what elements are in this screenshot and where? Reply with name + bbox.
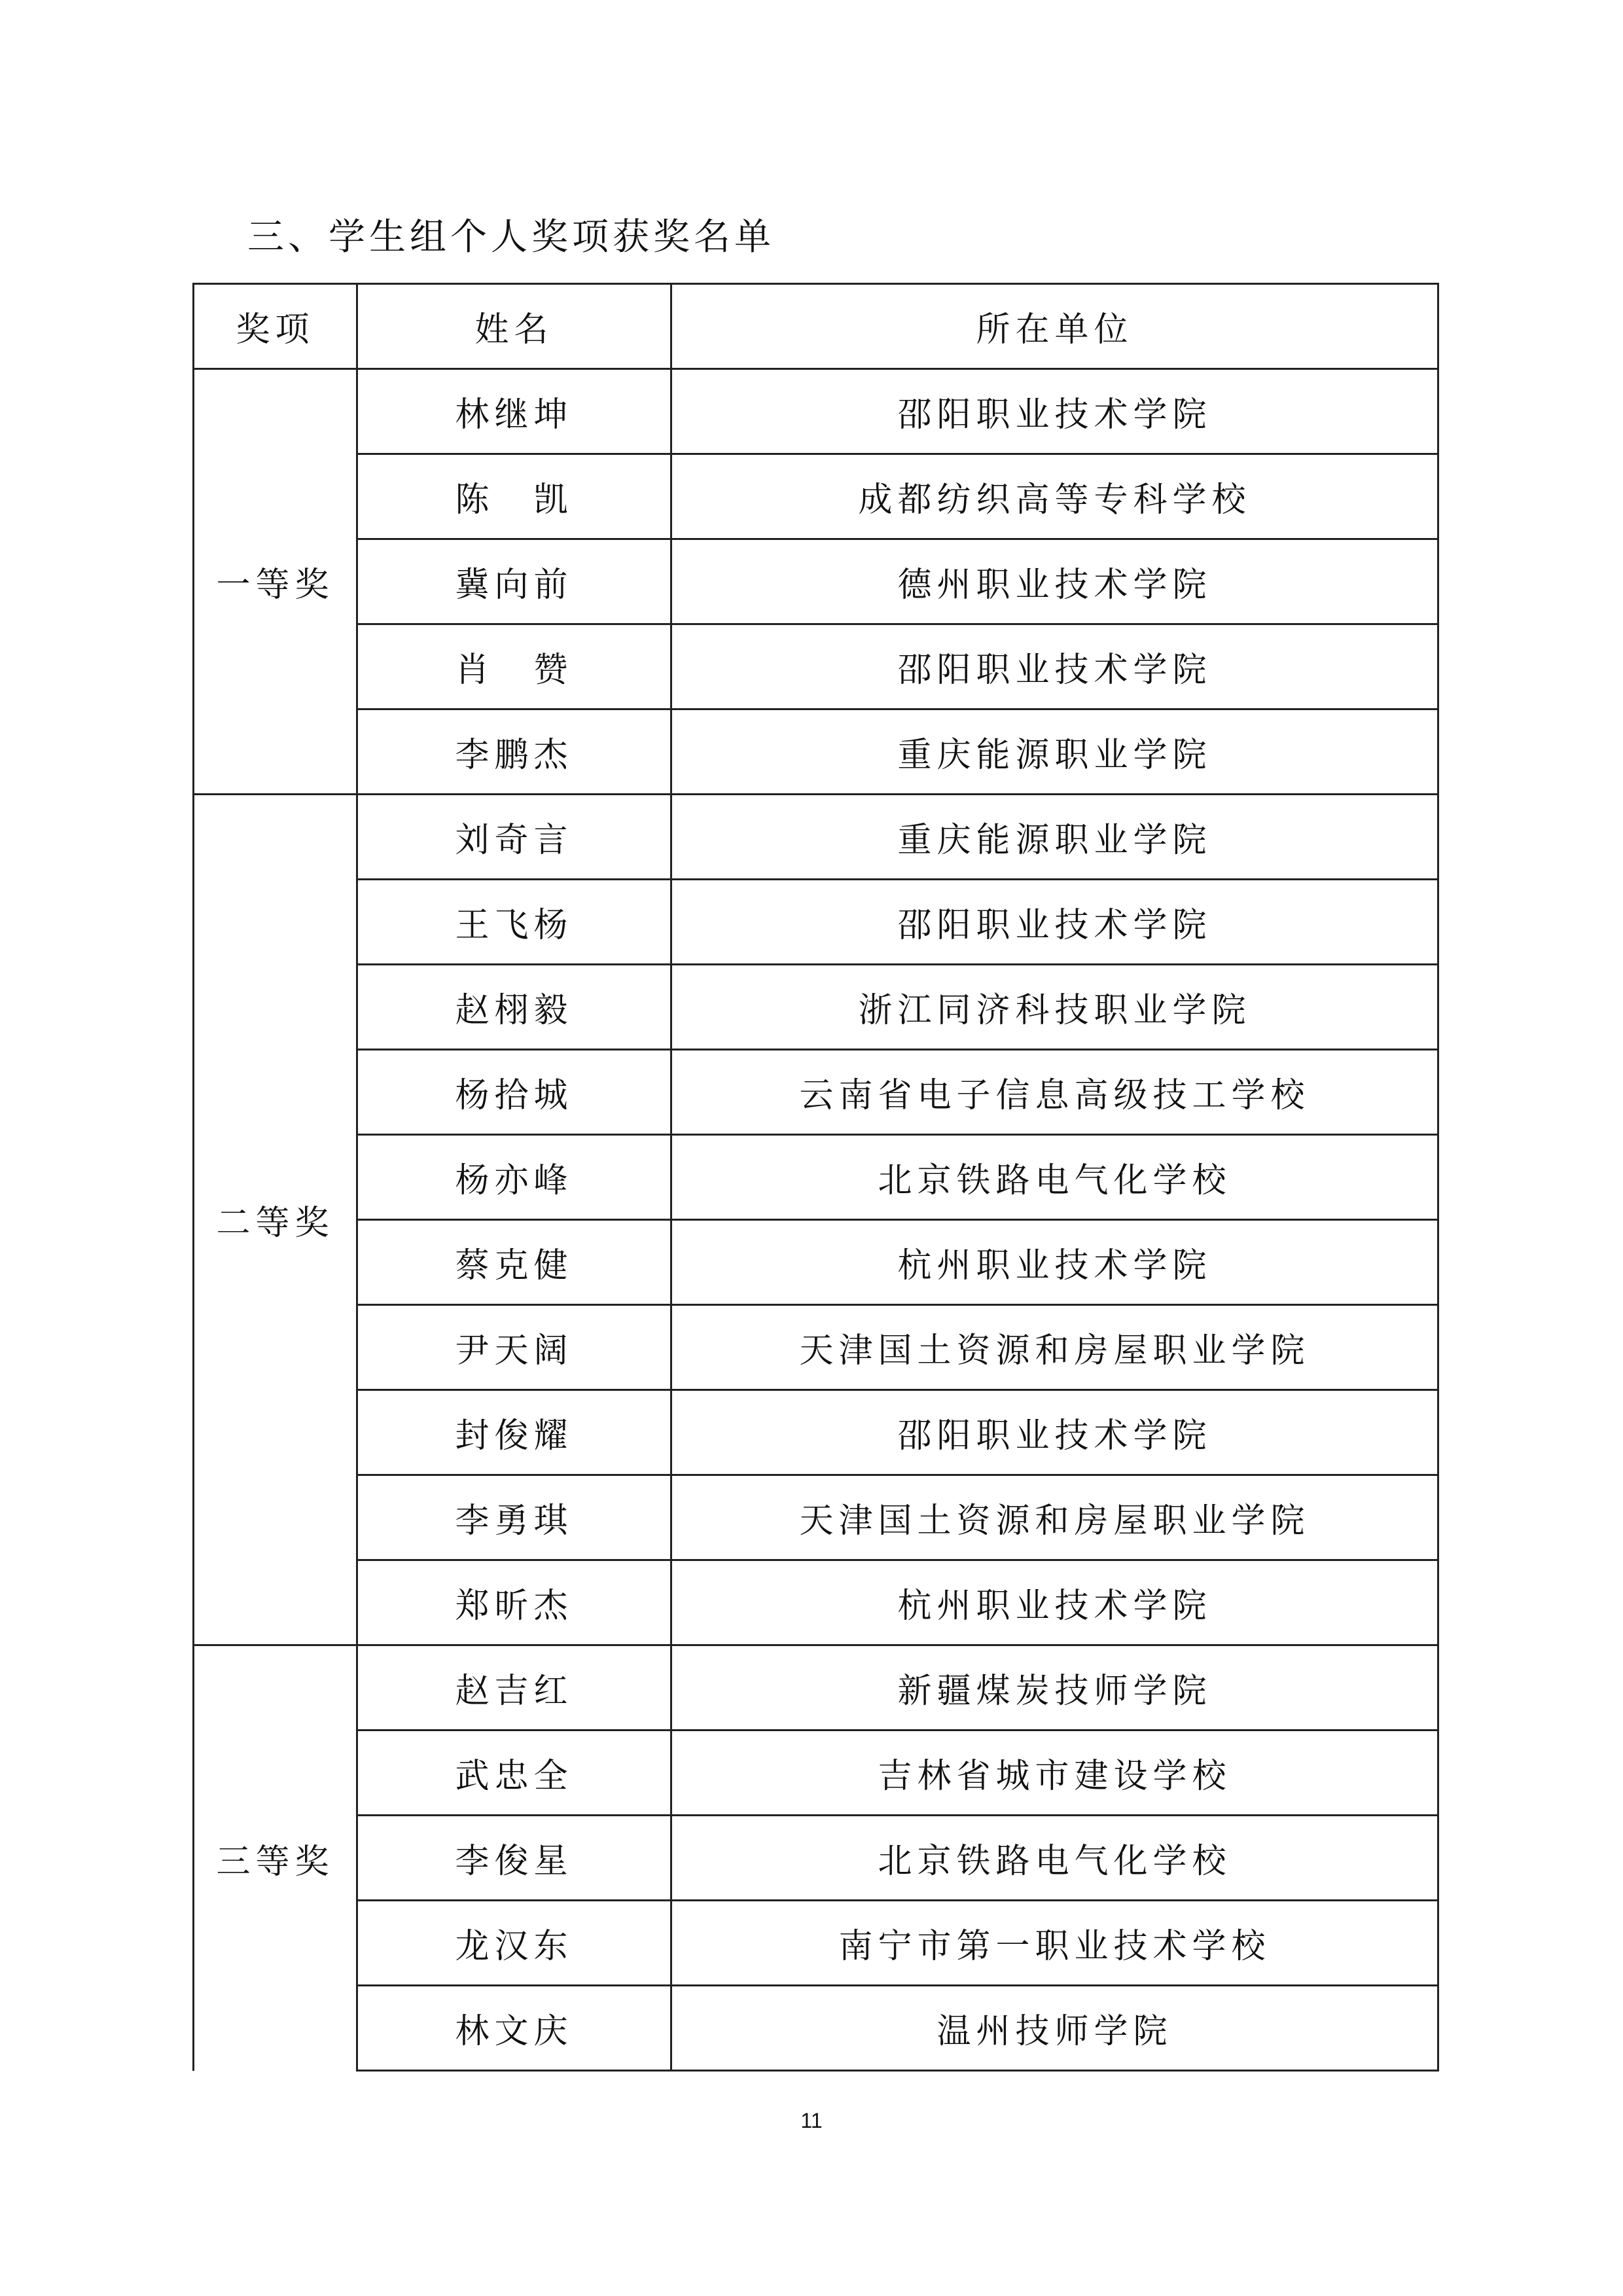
name-cell: 林文庆 [357,1986,671,2071]
table-row [194,1390,1438,1475]
unit-cell: 重庆能源职业学院 [671,795,1438,880]
page-number: 11 [800,2109,823,2132]
table-row [194,795,1438,880]
header-name: 姓名 [357,284,671,369]
table-row [194,1475,1438,1560]
name-cell: 杨亦峰 [357,1135,671,1220]
table-row [194,1560,1438,1645]
award-table [192,283,1439,2072]
unit-cell: 杭州职业技术学院 [671,1220,1438,1305]
unit-cell: 杭州职业技术学院 [671,1560,1438,1645]
unit-cell: 新疆煤炭技师学院 [671,1645,1438,1731]
section-title: 三、学生组个人奖项获奖名单 [247,216,775,259]
unit-cell: 邵阳职业技术学院 [671,624,1438,709]
name-cell: 杨拾城 [357,1050,671,1135]
unit-cell: 成都纺织高等专科学校 [671,454,1438,539]
name-cell: 冀向前 [357,539,671,624]
table-row [194,709,1438,795]
name-cell: 赵吉红 [357,1645,671,1731]
table-row [194,1305,1438,1390]
unit-cell: 温州技师学院 [671,1986,1438,2071]
unit-cell: 吉林省城市建设学校 [671,1731,1438,1816]
name-cell: 李鹏杰 [357,709,671,795]
table-row [194,880,1438,965]
name-cell: 李俊星 [357,1816,671,1901]
award-cell-second-prize: 二等奖 [194,795,357,1645]
table-row [194,1901,1438,1986]
table-row [194,1220,1438,1305]
table-row [194,369,1438,454]
name-cell: 赵栩毅 [357,965,671,1050]
header-unit: 所在单位 [671,284,1438,369]
table-row [194,1645,1438,1731]
table-row [194,1816,1438,1901]
name-cell: 封俊耀 [357,1390,671,1475]
name-cell: 龙汉东 [357,1901,671,1986]
table-row [194,454,1438,539]
table-row [194,539,1438,624]
name-cell: 王飞杨 [357,880,671,965]
name-cell: 武忠全 [357,1731,671,1816]
name-cell: 刘奇言 [357,795,671,880]
unit-cell: 天津国土资源和房屋职业学院 [671,1305,1438,1390]
table-row [194,624,1438,709]
unit-cell: 北京铁路电气化学校 [671,1135,1438,1220]
table-row [194,1135,1438,1220]
award-cell-first-prize: 一等奖 [194,369,357,795]
unit-cell: 天津国土资源和房屋职业学院 [671,1475,1438,1560]
name-cell: 尹天阔 [357,1305,671,1390]
table-row [194,1986,1438,2071]
unit-cell: 北京铁路电气化学校 [671,1816,1438,1901]
unit-cell: 德州职业技术学院 [671,539,1438,624]
header-award: 奖项 [194,284,357,369]
table-row [194,1731,1438,1816]
unit-cell: 南宁市第一职业技术学校 [671,1901,1438,1986]
table-header-row [194,284,1438,369]
unit-cell: 云南省电子信息高级技工学校 [671,1050,1438,1135]
name-cell: 郑昕杰 [357,1560,671,1645]
table-row [194,965,1438,1050]
name-cell: 林继坤 [357,369,671,454]
name-cell: 蔡克健 [357,1220,671,1305]
unit-cell: 浙江同济科技职业学院 [671,965,1438,1050]
unit-cell: 邵阳职业技术学院 [671,1390,1438,1475]
table-row [194,1050,1438,1135]
unit-cell: 邵阳职业技术学院 [671,369,1438,454]
award-cell-third-prize: 三等奖 [194,1645,357,2071]
unit-cell: 邵阳职业技术学院 [671,880,1438,965]
name-cell: 肖 赞 [357,624,671,709]
name-cell: 李勇琪 [357,1475,671,1560]
name-cell: 陈 凯 [357,454,671,539]
unit-cell: 重庆能源职业学院 [671,709,1438,795]
